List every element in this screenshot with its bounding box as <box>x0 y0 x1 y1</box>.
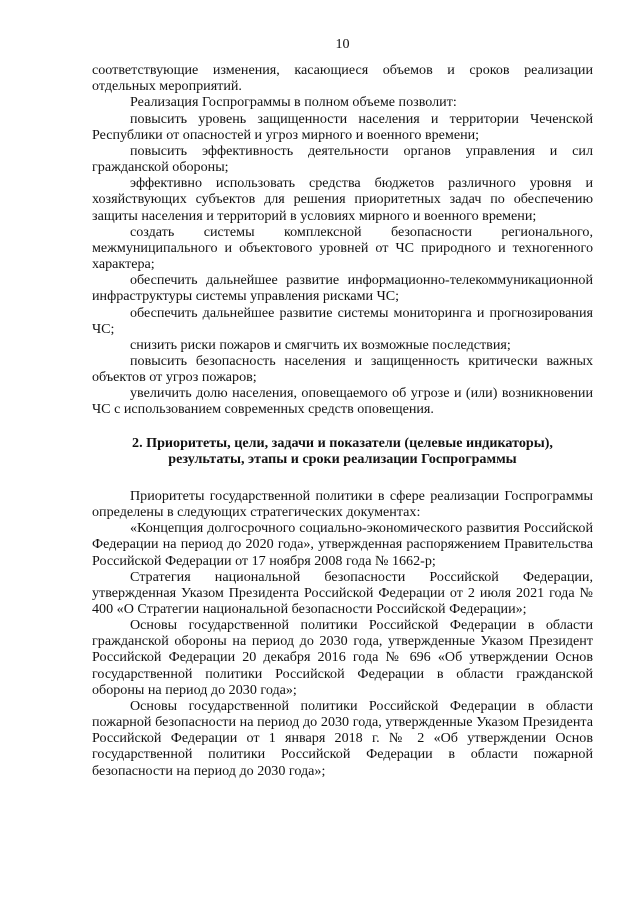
paragraph: создать системы комплексной безопасности регионального, межмуниципального и объектового уровней от ЧС природного и техногенного характера; <box>92 223 593 273</box>
paragraph: Стратегия национальной безопасности Российской Федерации, утвержденная Указом Президента Российской Федерации от 2 июля 2021 года № 400 «О Стратегии национальной безопасности Российской Федерации»; <box>92 568 593 617</box>
paragraph: повысить уровень защищенности населения и территории Чеченской Республики от опасностей и угроз мирного и военного времени; <box>92 110 593 143</box>
intro-paragraphs <box>92 62 593 417</box>
section-heading <box>92 435 593 467</box>
paragraph: увеличить долю населения, оповещаемого об угрозе и (или) возникновении ЧС с использованием современных средств оповещения. <box>92 385 593 418</box>
paragraph: Приоритеты государственной политики в сфере реализации Госпрограммы определены в следующих стратегических документах: <box>92 487 593 521</box>
paragraph: повысить безопасность населения и защищенность критически важных объектов от угроз пожаров; <box>92 352 593 386</box>
section-heading-line: 2. Приоритеты, цели, задачи и показатели (целевые индикаторы), <box>132 434 553 451</box>
paragraph: повысить эффективность деятельности органов управления и сил гражданской обороны; <box>92 142 593 176</box>
paragraph: обеспечить дальнейшее развитие информационно-телекоммуникационной инфраструктуры системы управления рисками ЧС; <box>92 272 593 305</box>
section-paragraphs <box>92 488 593 779</box>
paragraph: Основы государственной политики Российской Федерации в области гражданской обороны на период до 2030 года, утвержденные Указом Президент Российской Федерации 20 декабря 2016 года № 696 «Об утверждении Основ государственной политики Российской Федерации в области гражданской обороны на период до 2030 года»; <box>92 617 593 698</box>
paragraph: обеспечить дальнейшее развитие системы мониторинга и прогнозирования ЧС; <box>92 304 593 337</box>
page-number: 10 <box>335 36 350 52</box>
paragraph: Основы государственной политики Российской Федерации в области пожарной безопасности на период до 2030 года, утвержденные Указом Президента Российской Федерации от 1 января 2018 г. № 2 «Об утверждении Основ государственной политики Российской Федерации в области пожарной безопасности на период до 2030 года»; <box>92 697 593 779</box>
paragraph: снизить риски пожаров и смягчить их возможные последствия; <box>130 336 511 353</box>
paragraph: Реализация Госпрограммы в полном объеме позволит: <box>130 94 457 111</box>
paragraph: эффективно использовать средства бюджетов различного уровня и хозяйствующих субъектов для решения приоритетных задач по обеспечению защиты населения и территорий в условиях мирного и военного времени; <box>92 175 593 224</box>
section-heading-line: результаты, этапы и сроки реализации Госпрограммы <box>168 450 517 467</box>
paragraph: «Концепция долгосрочного социально-экономического развития Российской Федерации на период до 2020 года», утвержденная распоряжением Правительства Российской Федерации от 17 ноября 2008 года № 1662-р; <box>92 520 593 569</box>
paragraph: соответствующие изменения, касающиеся объемов и сроков реализации отдельных мероприятий. <box>92 62 593 95</box>
